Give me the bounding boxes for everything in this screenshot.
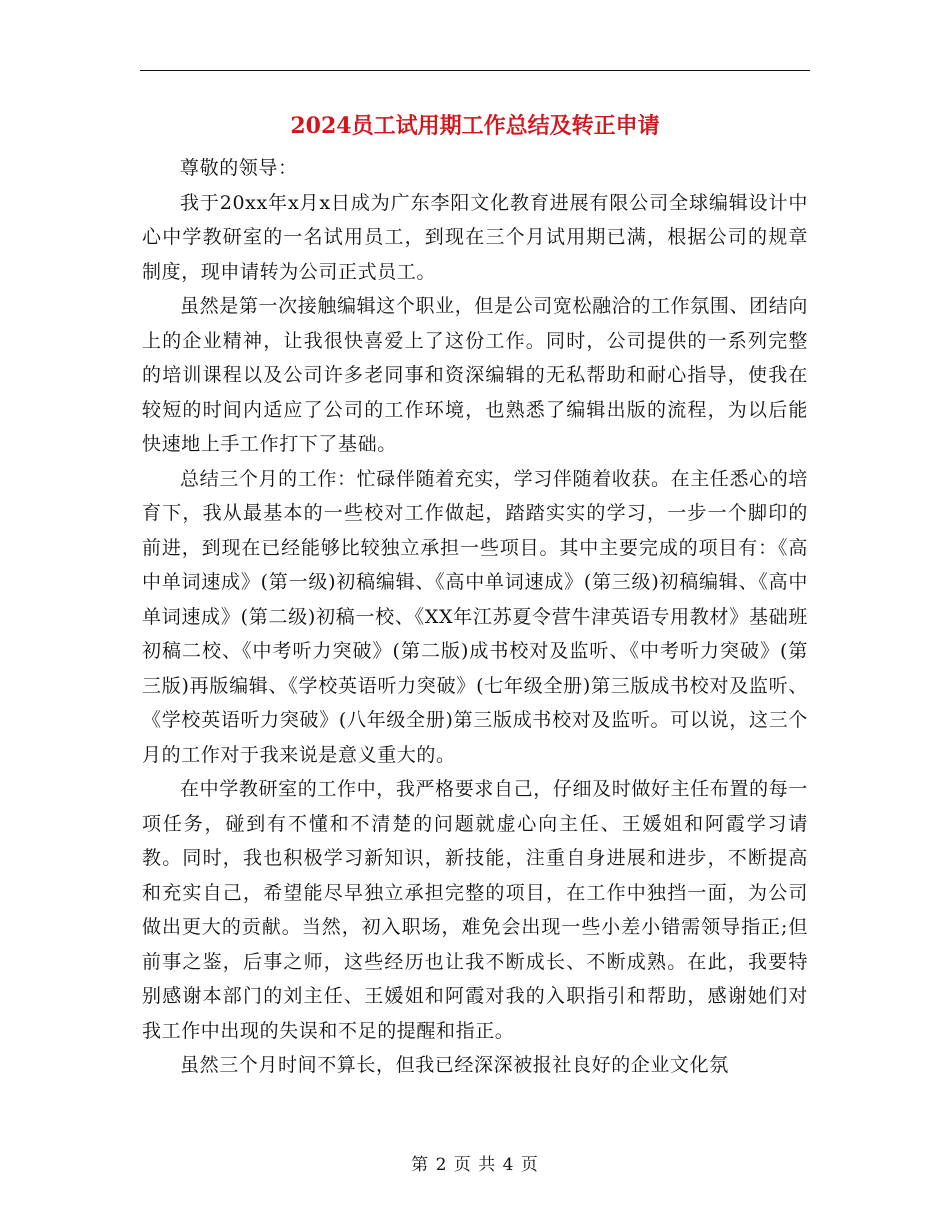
salutation: 尊敬的领导： (180, 157, 298, 179)
header-rule (140, 70, 810, 71)
paragraph-1: 我于20xx年x月x日成为广东李阳文化教育进展有限公司全球编辑设计中心中学教研室的一名试用员工，到现在三个月试用期已满，根据公司的规章制度，现申请转为公司正式员工。 (142, 191, 808, 283)
paragraph-2: 虽然是第一次接触编辑这个职业，但是公司宽松融洽的工作氛围、团结向上的企业精神，让我很快喜爱上了这份工作。同时，公司提供的一系列完整的培训课程以及公司许多老同事和资深编辑的无私帮助和耐心指导，使我在较短的时间内适应了公司的工作环境，也熟悉了编辑出版的流程，为以后能快速地上手工作打下了基础。 (142, 295, 808, 455)
paragraph-3: 总结三个月的工作：忙碌伴随着充实，学习伴随着收获。在主任悉心的培育下，我从最基本的一些校对工作做起，踏踏实实的学习，一步一个脚印的前进，到现在已经能够比较独立承担一些项目。其中主要完成的项目有：《高中单词速成》(第一级)初稿编辑、《高中单词速成》(第三级)初稿编辑、《高中单词速成》(第二级)初稿一校、《XX年江苏夏令营牛津英语专用教材》基础班初稿二校、《中考听力突破》(第二版)成书校对及监听、《中考听力突破》(第三版)再版编辑、《学校英语听力突破》(七年级全册)第三版成书校对及监听、《学校英语听力突破》(八年级全册)第三版成书校对及监听。可以说，这三个月的工作对于我来说是意义重大的。 (142, 467, 808, 766)
page-number: 第 2 页 共 4 页 (411, 1155, 539, 1175)
document-body (142, 151, 808, 1083)
document-title: 2024员工试用期工作总结及转正申请 (290, 113, 660, 139)
paragraph-4: 在中学教研室的工作中，我严格要求自己，仔细及时做好主任布置的每一项任务，碰到有不懂和不清楚的问题就虚心向主任、王媛姐和阿霞学习请教。同时，我也积极学习新知识，新技能，注重自身进展和进步，不断提高和充实自己，希望能尽早独立承担完整的项目，在工作中独挡一面，为公司做出更大的贡献。当然，初入职场，难免会出现一些小差小错需领导指正;但前事之鉴，后事之师，这些经历也让我不断成长、不断成熟。在此，我要特别感谢本部门的刘主任、王媛姐和阿霞对我的入职指引和帮助，感谢她们对我工作中出现的失误和不足的提醒和指正。 (142, 778, 808, 1042)
paragraph-5: 虽然三个月时间不算长，但我已经深深被报社良好的企业文化氛 (180, 1054, 729, 1076)
